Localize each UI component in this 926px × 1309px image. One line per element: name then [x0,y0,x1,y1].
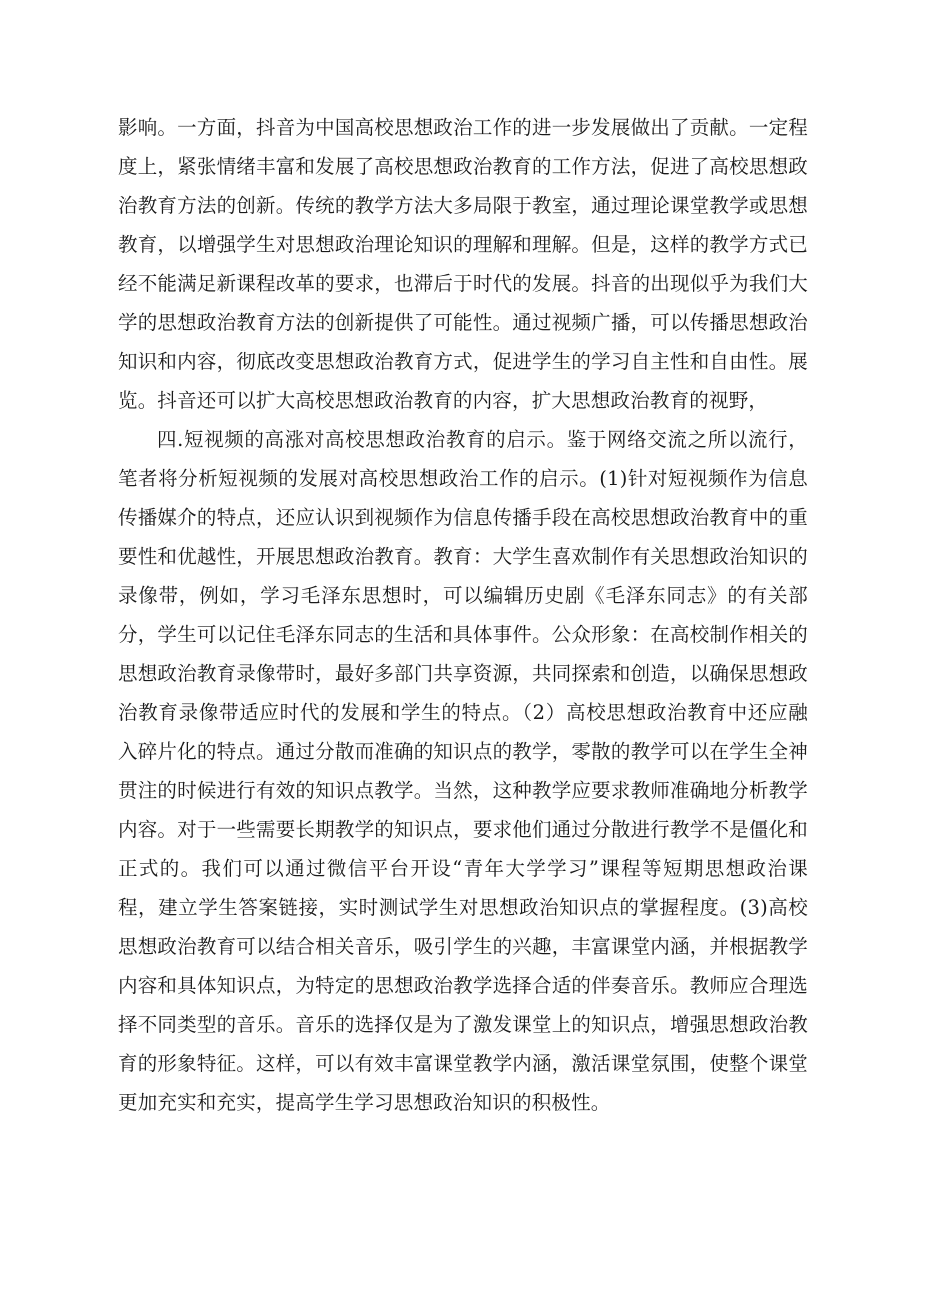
paragraph-2: 四.短视频的高涨对高校思想政治教育的启示。鉴于网络交流之所以流行，笔者将分析短视频的发展对高校思想政治工作的启示。(1)针对短视频作为信息传播媒介的特点，还应认识到视频作为信息传播手段在高校思想政治教育中的重要性和优越性，开展思想政治教育。教育：大学生喜欢制作有关思想政治知识的录像带，例如，学习毛泽东思想时，可以编辑历史剧《毛泽东同志》的有关部分，学生可以记住毛泽东同志的生活和具体事件。公众形象：在高校制作相关的思想政治教育录像带时，最好多部门共享资源，共同探索和创造，以确保思想政治教育录像带适应时代的发展和学生的特点。（2）高校思想政治教育中还应融入碎片化的特点。通过分散而准确的知识点的教学，零散的教学可以在学生全神贯注的时候进行有效的知识点教学。当然，这种教学应要求教师准确地分析教学内容。对于一些需要长期教学的知识点，要求他们通过分散进行教学不是僵化和正式的。我们可以通过微信平台开设“青年大学学习”课程等短期思想政治课程，建立学生答案链接，实时测试学生对思想政治知识点的掌握程度。(3)高校思想政治教育可以结合相关音乐，吸引学生的兴趣，丰富课堂内涵，并根据教学内容和具体知识点，为特定的思想政治教学选择合适的伴奏音乐。教师应合理选择不同类型的音乐。音乐的选择仅是为了激发课堂上的知识点，增强思想政治教育的形象特征。这样，可以有效丰富课堂教学内涵，激活课堂氛围，使整个课堂更加充实和充实，提高学生学习思想政治知识的积极性。 [118,428,808,1114]
document-body [118,108,808,1122]
paragraph-1: 影响。一方面，抖音为中国高校思想政治工作的进一步发展做出了贡献。一定程度上，紧张情绪丰富和发展了高校思想政治教育的工作方法，促进了高校思想政治教育方法的创新。传统的教学方法大多局限于教室，通过理论课堂教学或思想教育，以增强学生对思想政治理论知识的理解和理解。但是，这样的教学方式已经不能满足新课程改革的要求，也滞后于时代的发展。抖音的出现似乎为我们大学的思想政治教育方法的创新提供了可能性。通过视频广播，可以传播思想政治知识和内容，彻底改变思想政治教育方式，促进学生的学习自主性和自由性。展览。抖音还可以扩大高校思想政治教育的内容，扩大思想政治教育的视野， [118,116,808,412]
